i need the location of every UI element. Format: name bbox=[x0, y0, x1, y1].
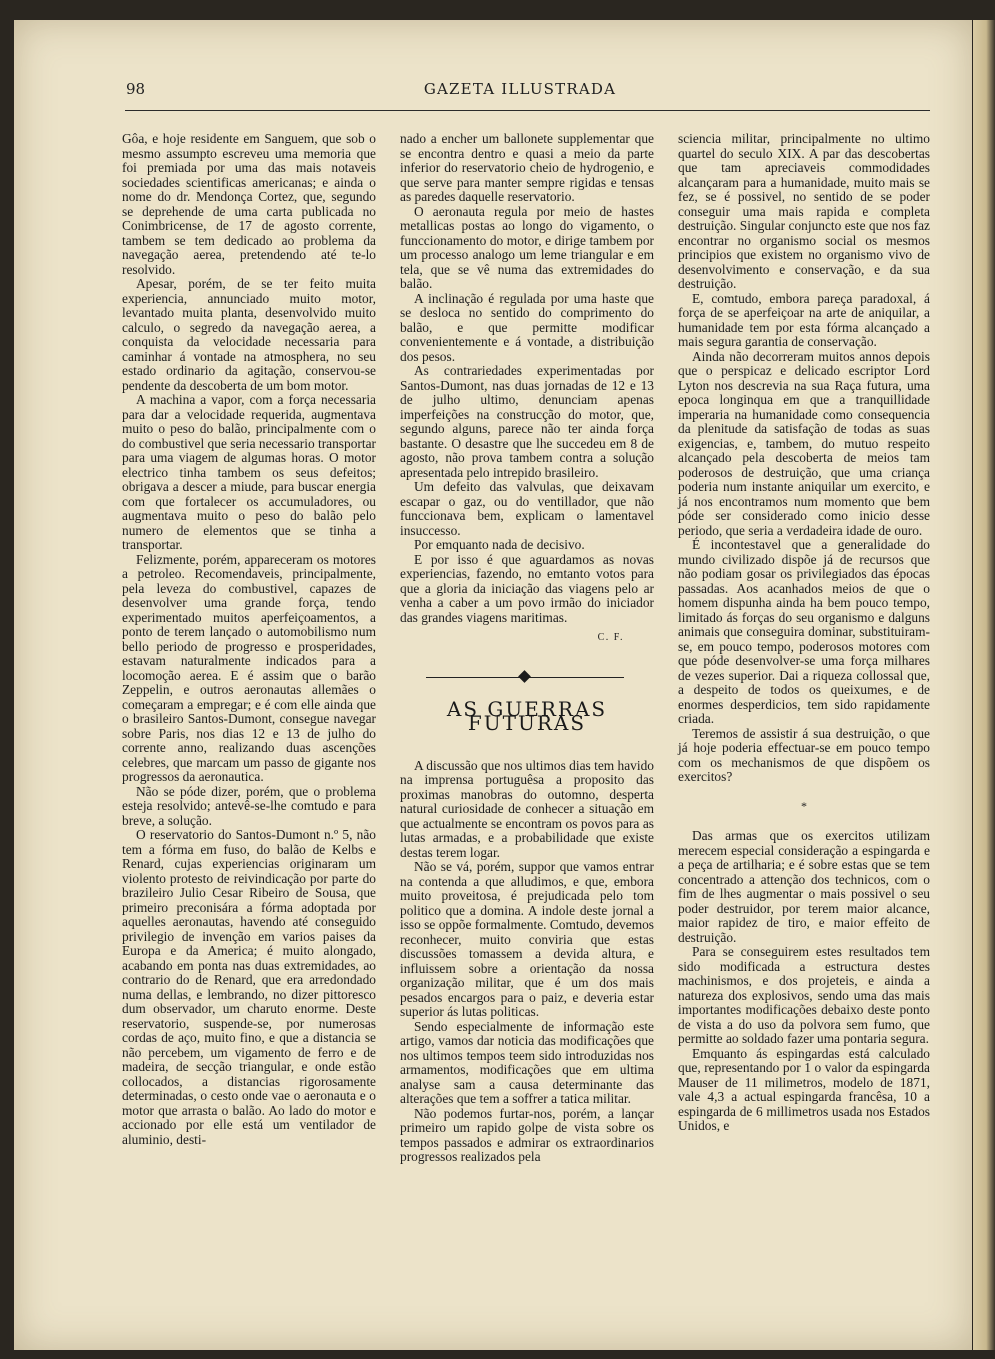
page-edge bbox=[973, 20, 995, 1350]
section-divider bbox=[426, 670, 624, 684]
paragraph: Felizmente, porém, appareceram os motores a petroleo. Recomendaveis, principalmente, pela leveza do combustivel, capazes de desenvolver uma grande força, tendo experimentado muitos aperfeiçoamentos, a ponto de terem lançado o automobilismo num bello periodo de progresso e prosperidades, estavam naturalmente indicados para a locomoção aerea. E é assim que o barão Zeppelin, e outros aeronautas allemães o começaram a empregar; e é com elle ainda que o brasileiro Santos-Dumont, consegue navegar sobre Paris, nos dias 12 e 13 de julho do corrente anno, realizando duas ascenções celebres, que marcam um passo de gigante nos progressos da aeronautica. bbox=[122, 551, 376, 784]
paragraph: A discussão que nos ultimos dias tem havido na imprensa portuguêsa a proposito das proximas manobras do outomno, desperta natural curiosidade de conhecer a situação em que actualmente se encontram os povos para as lutas armadas, e a probabilidade que existe destas terem logar. bbox=[400, 757, 654, 860]
paragraph: Para se conseguirem estes resultados tem sido modificada a estructura destes machinismos, e dos projeteis, e ainda a natureza dos explosivos, sendo uma das mais importantes modificações debaixo deste ponto de vista a do uso da polvora sem fumo, que permitte ao soldado fazer uma pontaria segura. bbox=[678, 944, 930, 1046]
paragraph: Ainda não decorreram muitos annos depois que o perspicaz e delicado escriptor Lord Lyton nos descrevia na sua Raça futura, uma epoca longinqua em que a tranquillidade imperaria na humanidade como consequencia da plenitude da satisfação de todas as suas exigencias, e, tambem, do mutuo respeito alcançado pela descoberta de meios tam poderosos de destruição, que uma criança poderia num instante aniquilar um exercito, e já nos encontramos num momento que bem póde ser considerado como inicio desse periodo, que seria a verdadeira idade de ouro. bbox=[678, 348, 930, 538]
diamond-ornament-icon bbox=[518, 670, 531, 683]
paragraph: Gôa, e hoje residente em Sanguem, que sob o mesmo assumpto escreveu uma memoria que foi premiada por uma das mais notaveis sociedades scientificas americanas; e ainda o nome do dr. Mendonça Cortez, que, segundo se deprehende de uma carta publicada no Conimbricense, de 17 de agosto corrente, tambem se tem dedicado ao problema da navegação aerea, pretendendo até te-lo resolvido. bbox=[122, 131, 376, 277]
paragraph: Não se vá, porém, suppor que vamos entrar na contenda a que alludimos, e que, embora muito proveitosa, é prejudicada pelo tom politico que a domina. A indole deste jornal a isso se oppõe formalmente. Comtudo, devemos reconhecer, muito conviria que estas discussões tomassem a devida altura, e influissem sobre a orientação da nossa organização militar, que é um dos mais pesados encargos para o paiz, e deveria estar superior ás lutas politicas. bbox=[400, 859, 655, 1019]
paragraph: E, comtudo, embora pareça paradoxal, á força de se aperfeiçoar na arte de aniquilar, a humanidade tem por esta fórma alcançado a mais segura garantia de conservação. bbox=[678, 290, 930, 349]
publication-title: GAZETA ILLUSTRADA bbox=[423, 80, 617, 98]
column-3 bbox=[678, 132, 930, 1134]
paragraph: O aeronauta regula por meio de hastes metallicas postas ao longo do vigamento, o funccionamento do motor, e dirige tambem por um processo analogo um leme triangular e em tela, que se vê numa das extremidades do balão. bbox=[400, 203, 654, 291]
paragraph: Apesar, porém, de se ter feito muita experiencia, annunciado muito motor, levantado muita planta, desenvolvido muito calculo, o segredo da navegação aerea, a conquista da velocidade necessaria para caminhar á vontade na atmosphera, no seu estado ordinario da agitação, conservou-se pendente da descoberta de um bom motor. bbox=[122, 276, 376, 393]
paragraph: E por isso é que aguardamos as novas experiencias, fazendo, no emtanto votos para que a gloria da iniciação das viagens pelo ar venha a caber a um povo irmão do iniciador das grandes viagens maritimas. bbox=[400, 551, 654, 625]
paragraph: As contrariedades experimentadas por Santos-Dumont, nas duas jornadas de 12 e 13 de julho ultimo, denunciam apenas imperfeições na construcção do motor, que, segundo alguns, parece não ter ainda força bastante. O desastre que lhe succedeu em 8 de agosto, não prova tambem contra a solução apresentada pelo intrepido brasileiro. bbox=[400, 363, 654, 480]
author-signature: C. F. bbox=[597, 632, 624, 643]
header-rule bbox=[125, 110, 930, 111]
paragraph: nado a encher um ballonete supplementar que se encontra dentro e quasi a meio da parte inferior do reservatorio cheio de hydrogenio, e que serve para manter sempre rigidas e tensas as paredes daquelle reservatorio. bbox=[400, 131, 654, 204]
paragraph: Um defeito das valvulas, que deixavam escapar o gaz, ou do ventillador, que não funccionava bem, explicam o lamentavel insuccesso. bbox=[400, 479, 654, 538]
column-2 bbox=[400, 132, 654, 1165]
paragraph: Não podemos furtar-nos, porém, a lançar primeiro um rapido golpe de vista sobre os tempos passados e admirar os extraordinarios progressos realizados pela bbox=[400, 1105, 654, 1164]
column-1 bbox=[122, 132, 376, 1147]
article-title: AS GUERRAS FUTURAS bbox=[446, 696, 608, 735]
paragraph: sciencia militar, principalmente no ultimo quartel do seculo XIX. A par das descobertas que tam apreciaveis commodidades alcançaram para a humanidade, muito mais se fez, se é possivel, no sentido de se poder conseguir uma mais rapida e completa destruição. Singular conjuncto este que nos faz encontrar no organismo social os mesmos principios que existem no organismo vivo de desenvolvimento e conservação, e da sua destruição. bbox=[678, 131, 930, 291]
paragraph: É incontestavel que a generalidade do mundo civilizado dispõe já de recursos que não podiam gosar os privilegiados das épocas passadas. Aos acanhados meios de que o homem dispunha ainda ha bem pouco tempo, limitado ás forças do seu organismo e dalguns animais que conseguira dominar, substituiram-se, em pouco tempo, poderosos motores com que póde desenvolver-se uma força milhares de vezes superior. Dai a riqueza collossal que, a despeito de todos os queixumes, e de enormes desperdicios, tem sido rapidamente criada. bbox=[678, 537, 930, 726]
paragraph: Sendo especialmente de informação este artigo, vamos dar noticia das modificações que nos ultimos tempos teem sido introduzidas nos armamentos, modificações que em ultima analyse sam a causa determinante das alterações que tem a soffrer a tatica militar. bbox=[400, 1018, 654, 1106]
page-header bbox=[110, 78, 930, 100]
section-asterism: * bbox=[801, 798, 807, 813]
paragraph: A machina a vapor, com a força necessaria para dar a velocidade requerida, augmentava muito o peso do balão, principalmente com o do combustivel que seria necessario transportar para uma viagem de algumas horas. O motor electrico tinha tambem os seus defeitos; obrigava a descer a miude, para buscar energia com que fortalecer os accumuladores, ou augmentava muito o peso do balão pelo numero de elementos que se tinha a transportar. bbox=[122, 392, 376, 552]
paragraph: O reservatorio do Santos-Dumont n.º 5, não tem a fórma em fuso, do balão de Kelbs e Renard, cujas experiencias originaram um violento protesto de reivindicação por parte do brazileiro Julio Cesar Ribeiro de Sousa, que primeiro preconisára a fórma adoptada por aquelles aeronautas, havendo até conseguido privilegio de invenção em varios paises da Europa e da America; é muito alongado, acabando em ponta nas duas extremidades, ao contrario do de Renard, que era arredondado numa dellas, e lembrando, no dizer pittoresco dum observador, um charuto enorme. Deste reservatorio, suspende-se, por numerosas cordas de aço, muito fino, e que a distancia se não percebem, um vigamento de ferro e de madeira, de secção triangular, e onde estão collocados, a distancias rigorosamente determinadas, o cesto onde vae o aeronauta e o motor que arrasta o balão. Ao lado do motor e accionado por elle está um ventilador de aluminio, desti- bbox=[122, 827, 376, 1147]
paragraph: Das armas que os exercitos utilizam merecem especial consideração a espingarda e a peça de artilharia; e é sobre estas que se tem concentrado a attenção dos technicos, com o fim de lhes augmentar o mais possivel o seu poder destruidor, por terem maior alcance, maior rapidez de tiro, e maior effeito de destruição. bbox=[678, 828, 930, 945]
page-number: 98 bbox=[126, 80, 146, 98]
paragraph: Emquanto ás espingardas está calculado que, representando por 1 o valor da espingarda Mauser de 11 milimetros, modelo de 1871, vale 4,3 a actual espingarda francêsa, 10 a espingarda de 6 millimetros usada nos Estados Unidos, e bbox=[678, 1045, 930, 1133]
paragraph: Teremos de assistir á sua destruição, o que já hoje poderia effectuar-se em pouco tempo com os mechanismos de que dispõem os exercitos? bbox=[678, 725, 930, 784]
paragraph: Por emquanto nada de decisivo. bbox=[414, 537, 585, 552]
paragraph: Não se póde dizer, porém, que o problema esteja resolvido; antevê-se-lhe comtudo e para breve, a solução. bbox=[122, 783, 376, 828]
paragraph: A inclinação é regulada por uma haste que se desloca no sentido do comprimento do balão, e que permitte modificar convenientemente e á vontade, a distribuição dos pesos. bbox=[400, 290, 654, 364]
